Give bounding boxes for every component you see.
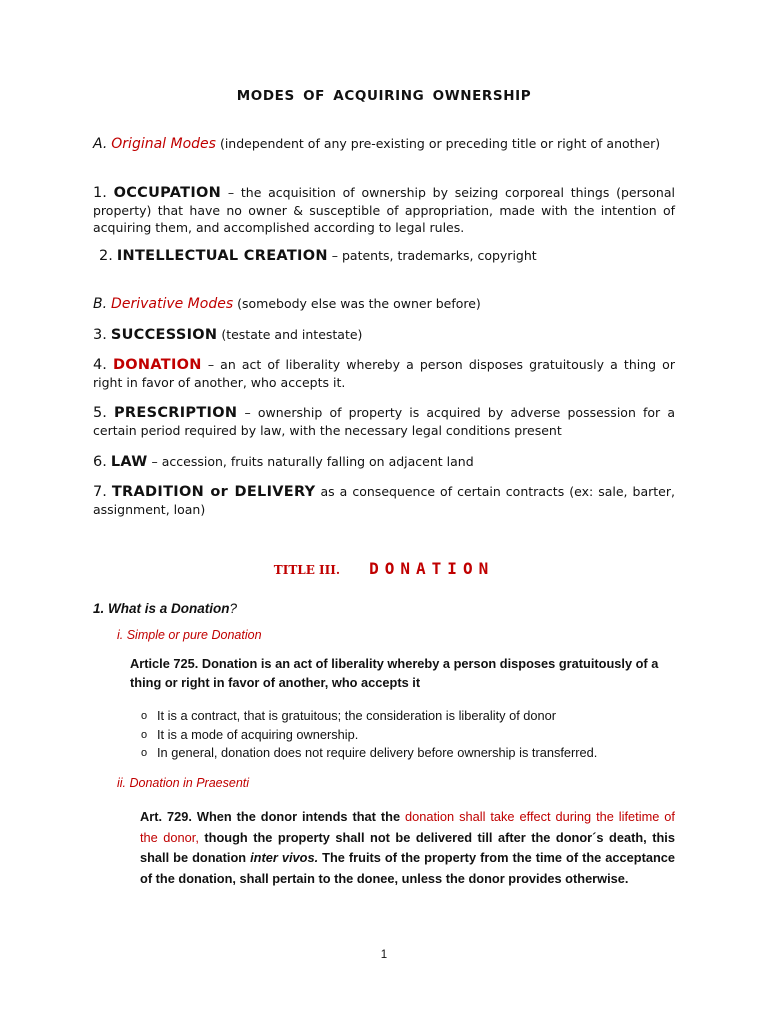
item-intellectual-creation	[99, 247, 681, 265]
item-succession	[93, 326, 675, 344]
item-number: 3.	[93, 327, 107, 343]
item-number: 4.	[93, 357, 107, 373]
title-three-name: DONATION	[369, 559, 495, 578]
section-a-heading	[93, 135, 675, 153]
item-number: 1.	[93, 185, 107, 201]
page-number: 1	[380, 949, 388, 961]
section-a-description: (independent of any pre-existing or preceding title or right of another)	[219, 136, 661, 151]
item-prescription	[93, 404, 675, 439]
item-heading: TRADITION or DELIVERY	[111, 484, 316, 500]
title-three-heading	[0, 559, 768, 578]
item-dash: –	[151, 454, 158, 469]
item-number: 7.	[93, 484, 107, 500]
item-text: as a consequence of certain contracts (ex: sale, barter, assignment, loan)	[93, 484, 675, 517]
section-b-description: (somebody else was the owner before)	[237, 296, 481, 311]
item-text: accession, fruits naturally falling on adjacent land	[161, 454, 474, 469]
question-heading	[93, 601, 237, 616]
article-725: Article 725. Donation is an act of liberality whereby a person disposes gratuitously of a thing or right in favor of another, who accepts it	[130, 656, 659, 690]
item-law	[93, 453, 675, 471]
article-729-emphasis: donation shall take effect during the lifetime of the donor,	[140, 809, 675, 845]
item-dash: –	[207, 357, 215, 372]
item-donation	[93, 356, 675, 391]
item-dash: –	[227, 185, 235, 200]
item-tradition	[93, 483, 675, 518]
item-text: the acquisition of ownership by seizing corporeal things (personal property) that have no owner & susceptible of appropriation, made with the intention of acquiring them, and accomplished according to legal rules.	[93, 185, 675, 235]
section-b-letter: B.	[93, 296, 108, 312]
article-729-middle: though the property shall not be delivered till after the donor´s death, this shall be donation	[140, 829, 675, 865]
article-729-lead: Art. 729. When the donor intends that the	[140, 809, 406, 824]
article-729	[140, 807, 675, 889]
item-heading: PRESCRIPTION	[113, 405, 238, 421]
item-heading: SUCCESSION	[110, 327, 218, 343]
list-item: o In general, donation does not require delivery before ownership is transferred.	[141, 744, 681, 763]
section-b-heading	[93, 295, 675, 313]
question-number: 1.	[93, 601, 105, 616]
item-number: 6.	[93, 454, 107, 470]
item-text: (testate and intestate)	[221, 327, 363, 342]
title-three-label: TITLE III.	[273, 563, 341, 577]
article-729-tail: The fruits of the property from the time of the acceptance of the donation, shall pertain to the donee, unless the donor provides otherwise.	[140, 850, 675, 886]
item-heading: OCCUPATION	[113, 185, 222, 201]
question-mark: ?	[229, 601, 238, 616]
bullet-list	[141, 707, 681, 763]
item-text: an act of liberality whereby a person disposes gratuitously a thing or right in favor of another, who accepts it.	[93, 357, 675, 390]
document-title: MODES OF ACQUIRING OWNERSHIP	[236, 88, 532, 104]
question-text: What is a Donation	[108, 601, 230, 616]
list-item: o It is a contract, that is gratuitous; the consideration is liberality of donor	[141, 707, 681, 726]
item-occupation	[93, 184, 675, 236]
subheading-donation-in-praesenti: ii. Donation in Praesenti	[117, 776, 250, 790]
section-a-name: Original Modes	[111, 136, 216, 152]
item-heading: DONATION	[112, 357, 202, 373]
item-dash: –	[244, 405, 251, 420]
item-text: ownership of property is acquired by adverse possession for a certain period required by law, with the necessary legal conditions present	[93, 405, 675, 438]
item-heading: LAW	[110, 454, 148, 470]
item-heading: INTELLECTUAL CREATION	[116, 248, 328, 264]
item-text: patents, trademarks, copyright	[341, 248, 537, 263]
subheading-simple-donation: i. Simple or pure Donation	[117, 628, 262, 642]
item-number: 2.	[99, 248, 113, 264]
list-item: o It is a mode of acquiring ownership.	[141, 726, 681, 745]
section-b-name: Derivative Modes	[111, 296, 234, 312]
article-729-italic: inter vivos.	[250, 850, 319, 865]
item-dash: –	[331, 248, 338, 263]
item-number: 5.	[93, 405, 107, 421]
section-a-letter: A.	[93, 136, 108, 152]
